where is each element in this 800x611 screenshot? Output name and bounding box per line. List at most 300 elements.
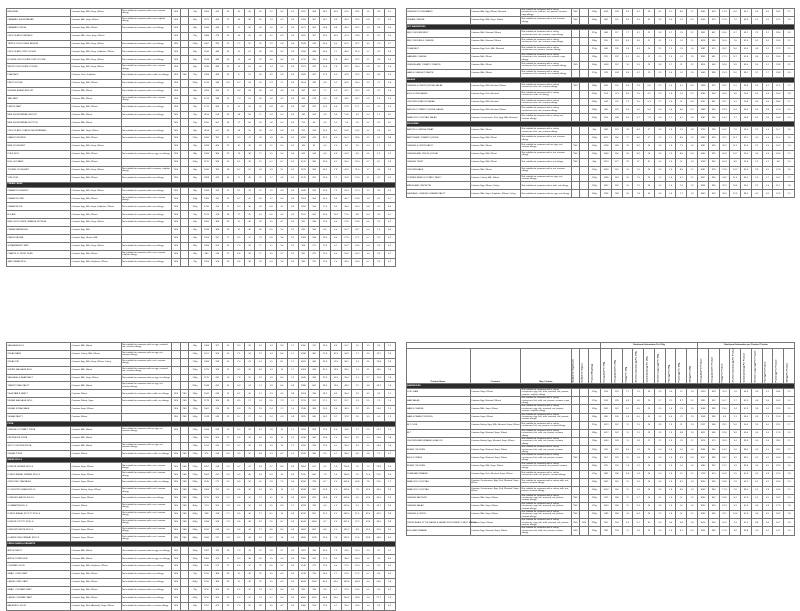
product-name: TUNA MAYONNAISE [406,470,470,478]
nutrient-value: 108 [611,114,622,122]
nutrient-value: 5.0 [373,586,384,594]
vegetarian-flag [571,421,580,429]
nutrient-value: 31 [255,40,266,48]
table-row [7,343,396,351]
nutrient-value: 1645 [298,374,309,382]
nutrient-value: 21 [223,103,234,111]
nutrient-value: 131 [611,98,622,106]
nutrient-value: 0.5 [287,24,298,32]
product-name: FRUIT SCONE [7,80,71,88]
nutrient-value: 0.9 [287,518,298,526]
nutrient-value: 5.2 [330,80,341,88]
nutrient-value: 0.5 [287,48,298,56]
nutrient-value: 959 [601,527,612,535]
table-row [406,62,795,70]
table-row [7,80,396,88]
nutrient-value: 1.4 [762,127,773,135]
nutrient-value: 833 [298,586,309,594]
nutrient-value: 1.8 [373,95,384,103]
nutrient-value: 3.9 [352,434,363,442]
product-name: EGG CUSTARD [7,158,71,166]
nutrient-value: 2.0 [784,494,795,502]
nutrient-value: 10.0 [719,519,730,527]
nutrient-value: 1.0 [687,143,698,151]
nutrient-value: 36.4 [341,390,352,398]
nutrient-value: 333 [309,547,320,555]
header-label: Carbohydrate (g) Per 100g [646,356,649,382]
vegan-flag [180,9,189,17]
nutrient-value: 8.0 [730,9,741,17]
nutrient-value: 45 [244,571,255,579]
nutrient-value: 381 [309,350,320,358]
nutrient-value: 22 [223,143,234,151]
nutrient-value: 30 [255,72,266,80]
nutrient-value: 34 [255,95,266,103]
nutrient-value: 1808 [201,174,212,182]
nutrient-value: 1385 [201,195,212,203]
nutrient-value: 1.5 [665,45,676,53]
nutrient-header [644,349,655,384]
nutrient-value: 35.2 [352,24,363,32]
nutrient-value: 3.6 [762,98,773,106]
vegan-flag [580,17,589,25]
nutrient-value: 275 [298,119,309,127]
nutrient-value: 6.5 [276,571,287,579]
nutrient-value: 1375 [201,366,212,374]
nutrient-value: 29 [223,111,234,119]
nutrient-value: 36 [255,48,266,56]
nutrient-value: 0.4 [287,187,298,195]
nutrient-value: 6.0 [276,143,287,151]
product-weight: 270g [189,471,201,479]
product-name: ROAST CHICKEN [406,462,470,470]
nutrient-value: 12.2 [773,17,784,25]
allergens-may-contain: Not suitable for someone with a milk, nut allergy. [521,182,572,190]
vegan-flag [180,211,189,219]
vegetarian-flag [571,437,580,445]
nutrient-value: 9.9 [730,62,741,70]
nutrient-value: 4.9 [276,174,287,182]
nutrient-value: 1691 [698,143,709,151]
nutrient-value: 339 [708,389,719,397]
allergens-contains: Contains Milk, Wheat [71,426,122,434]
nutrient-value: 1.8 [784,510,795,518]
nutrient-value: 24.3 [741,127,752,135]
allergens-may-contain: Not suitable for someone with an egg, nut allergy. [121,151,172,159]
nutrient-value: 14 [676,38,687,46]
nutrient-value: 36.8 [741,462,752,470]
nutrient-value: 11 [622,421,633,429]
nutrient-value: 496 [601,106,612,114]
nutrient-value: 0.3 [287,127,298,135]
nutrient-value: 1.5 [266,358,277,366]
table-row [7,166,396,174]
nutrient-value: 369 [708,413,719,421]
vegan-flag [580,53,589,61]
allergens-may-contain: Not suitable for someone with a celery, crustacean, fish, nut, sesame, soya allergy. [521,38,572,46]
nutrient-value: 4.0 [762,9,773,17]
nutrient-value: 368 [212,227,223,235]
product-weight: 175g [588,470,600,478]
vegetarian-flag: YES [172,398,181,406]
nutrient-value: 393 [708,182,719,190]
nutrient-value: 25 [244,211,255,219]
nutrient-value: 20 [223,578,234,586]
nutrient-value: 1.8 [384,434,395,442]
nutrient-value: 11 [622,454,633,462]
nutrient-value: 1.6 [633,486,644,494]
nutrient-value: 17 [223,87,234,95]
nutrient-value: 4.3 [384,534,395,542]
allergens-may-contain: Not suitable for someone with a celery, crustacean, fish, milk, nut, peanut, sesame allergy. [521,446,572,454]
nutrient-value: 2854 [298,463,309,471]
nutrient-value: 1.7 [730,397,741,405]
nutrient-value: 0.7 [363,234,374,242]
nutrient-value: 1.8 [665,174,676,182]
nutrient-value: 2.3 [784,413,795,421]
nutrient-value: 370 [708,17,719,25]
product-weight: 150g [189,366,201,374]
nutrient-value: 1.9 [665,454,676,462]
nutrient-value: 138.6 [341,495,352,503]
table-row [7,24,396,32]
nutrient-value: 8.1 [276,358,287,366]
nutrient-value: 7.6 [730,127,741,135]
product-name: 4 FRUITED TEACAKES [7,479,71,487]
product-name: SAUSAGE & BEAN MELT [7,374,71,382]
nutrient-value: 3.0 [751,135,762,143]
nutrient-value: 299 [309,426,320,434]
nutrient-value: 17 [255,151,266,159]
nutrient-value: 3693 [298,495,309,503]
nutrient-value: 1.8 [665,494,676,502]
nutrient-value: 26.6 [341,250,352,258]
vegetarian-flag: YES [172,9,181,17]
nutrient-value: 42.8 [341,72,352,80]
vegan-flag [580,45,589,53]
nutrient-value: 19 [223,227,234,235]
nutrient-value: 33 [244,187,255,195]
nutrient-value: 55 [244,127,255,135]
nutrient-value: 6.1 [276,450,287,458]
nutrient-value: 3206 [298,479,309,487]
nutrient-value: 49 [244,174,255,182]
nutrient-value: 6.6 [233,406,244,414]
nutrient-value: 0.1 [287,227,298,235]
vegetarian-flag [571,405,580,413]
nutrient-value: 42.0 [741,502,752,510]
nutrient-value: 1.2 [363,187,374,195]
nutrient-value: 0.6 [233,526,244,534]
nutrient-value: 4.2 [751,190,762,198]
nutrient-value: 249 [212,463,223,471]
nutrient-value: 34.8 [341,350,352,358]
nutrient-value: 342 [309,434,320,442]
nutrient-value: 9.5 [233,234,244,242]
nutrient-value: 18 [223,398,234,406]
nutrient-value: 19.8 [719,429,730,437]
nutrient-value: 2.7 [276,250,287,258]
nutrient-value: 7.1 [622,389,633,397]
nutrient-value: 12.8 [773,166,784,174]
vegetarian-flag: YES [571,82,580,90]
allergens-may-contain: Not suitable for someone with a nut allergy. [121,103,172,111]
nutrient-value: 1.0 [266,250,277,258]
nutrient-value: 1.9 [665,470,676,478]
nutrient-value: 4.7 [233,442,244,450]
nutrient-value: 1.5 [665,158,676,166]
nutrient-value: 17.5 [341,211,352,219]
nutrient-value: 1113 [309,594,320,602]
nutrient-value: 0.3 [287,586,298,594]
section-title: PIZZA [7,421,396,426]
nutrient-value: 9.6 [676,9,687,17]
nutrient-value: 2.5 [330,518,341,526]
table-row [7,127,396,135]
product-weight: 215g [588,30,600,38]
product-weight: 100g [189,555,201,563]
nutrient-value: 23 [244,358,255,366]
product-weight: 95g [189,250,201,258]
nutrient-value: 1011 [601,478,612,486]
nutrient-value: 1.9 [665,527,676,535]
vegan-flag [580,494,589,502]
nutrient-value: 9.3 [233,203,244,211]
product-name: BACON & CHEESE WRAP [406,127,470,135]
nutrient-value: 1.2 [633,446,644,454]
vegan-flag [580,90,589,98]
vegetarian-flag: YES [172,526,181,534]
vegetarian-flag: YES [172,495,181,503]
nutrient-value: 1285 [698,90,709,98]
product-name: CHEESE SALAD [406,502,470,510]
nutrient-value: 2.2 [363,56,374,64]
nutrient-value: 2.6 [373,242,384,250]
nutrient-value: 220 [611,462,622,470]
nutrient-value: 18.7 [719,98,730,106]
nutrient-value: 39.1 [341,358,352,366]
nutrient-value: 3.1 [762,62,773,70]
nutrient-value: 0.6 [363,151,374,159]
nutrient-value: 38 [244,555,255,563]
nutrient-value: 7.7 [330,571,341,579]
nutrient-value: 4.6 [373,166,384,174]
nutrient-value: 37.0 [341,563,352,571]
table-row [406,527,795,535]
vegan-flag [180,358,189,366]
nutrient-value: 12.0 [320,258,331,266]
nutrient-value: 17.3 [719,53,730,61]
nutrient-value: 29 [244,242,255,250]
nutrient-value: 3.8 [633,38,644,46]
nutrient-value: 3.1 [654,494,665,502]
nutrient-value: 10 [276,534,287,542]
nutrient-value: 80.0 [320,578,331,586]
nutrient-value: 2.1 [784,437,795,445]
nutrient-value: 6.9 [233,382,244,390]
nutrient-value: 45.2 [741,30,752,38]
nutrient-value: 2.1 [784,98,795,106]
nutrient-value: 3.6 [751,510,762,518]
nutrient-value: 0.8 [363,203,374,211]
nutrient-value: 1.8 [384,382,395,390]
nutrient-value: 9.9 [330,16,341,24]
nutrient-value: 12 [676,389,687,397]
nutrient-value: 1.3 [363,24,374,32]
nutrient-value: 640 [309,471,320,479]
nutrient-value: 436 [708,429,719,437]
product-weight: 165g [588,446,600,454]
nutrient-value: 1.4 [633,470,644,478]
nutrient-value: 54.0 [341,80,352,88]
allergens-contains: Contains Egg, Milk, Soya, Wheat [71,187,122,195]
product-weight: 100g [189,203,201,211]
nutrient-value: 998 [201,510,212,518]
nutrient-value: 11 [622,527,633,535]
nutrient-value: 35.0 [341,374,352,382]
nutrient-value: 2.9 [730,478,741,486]
nutrient-value: 3508 [298,487,309,495]
nutrient-value: 1.6 [665,69,676,77]
allergens-may-contain: Not suitable for someone with a nut, sesame allergy. [121,463,172,471]
nutrient-value: 41 [255,16,266,24]
nutrient-value: 306 [212,398,223,406]
nutrient-value: 0.8 [363,16,374,24]
vegan-flag [180,151,189,159]
allergens-may-contain: Not suitable for someone with a celery, crustacean, egg, fish, mustard, nut, peanut, sesame allergy. [521,510,572,518]
nutrient-value: 8.6 [320,227,331,235]
nutrient-value: 10.5 [352,586,363,594]
nutrient-value: 4.2 [266,495,277,503]
nutrient-value: 8.8 [676,135,687,143]
product-name: CHEESE & ONION QUICHE SALAD [406,82,470,90]
nutrient-value: 1.9 [330,463,341,471]
nutrient-value: 11.9 [320,242,331,250]
table-row [406,494,795,502]
allergens-contains: Contains Milk, Wheat [71,442,122,450]
nutrient-value: 195 [611,397,622,405]
nutrient-value: 7.0 [233,95,244,103]
nutrient-value: 2.0 [784,106,795,114]
allergens-contains: Contains Egg, Milk, Wheat [71,594,122,602]
product-weight: 160g [588,17,600,25]
nutrient-value: 1673 [201,95,212,103]
nutrient-value: 440 [212,24,223,32]
table-row [7,406,396,414]
nutrient-value: 1391 [698,397,709,405]
vegan-flag [180,547,189,555]
nutrient-value: 27.0 [373,471,384,479]
nutrient-value: 7.2 [622,98,633,106]
table-row [7,495,396,503]
nutrient-value: 281 [309,174,320,182]
allergens-may-contain: Not suitable for someone with a celery, crustacean, fish, mustard, nut, sesame allergy. [521,69,572,77]
nutrient-value: 218 [611,38,622,46]
nutrient-value: 8.4 [730,106,741,114]
nutrient-value: 4.5 [266,72,277,80]
vegan-flag [180,555,189,563]
allergens-contains: Contains Egg, Milk, Soya, Wheat [71,64,122,72]
nutrient-value: 10.5 [741,90,752,98]
nutrient-value: 1.1 [363,174,374,182]
nutrient-value: 5.1 [751,494,762,502]
allergens-contains: Contains Soya, Wheat [470,389,521,397]
nutrient-value: 2.1 [784,486,795,494]
product-name: BLT [406,429,470,437]
nutrient-value: 219 [309,95,320,103]
nutrient-value: 22.1 [741,135,752,143]
nutrient-value: 351 [309,72,320,80]
nutrient-value: 0.1 [384,127,395,135]
nutrient-value: 2.7 [266,463,277,471]
nutrient-value: 37 [255,56,266,64]
nutrient-value: 4.6 [276,135,287,143]
nutrient-value: 236 [212,510,223,518]
nutrient-value: 1.5 [255,406,266,414]
vegetarian-flag: YES [172,32,181,40]
nutrient-value: 13.8 [330,382,341,390]
product-weight: 65g [189,174,201,182]
nutrition-table [6,342,396,611]
nutrient-value: 1061 [201,406,212,414]
vegetarian-flag: YES [172,426,181,434]
nutrient-value: 292 [309,64,320,72]
nutrient-value: 1360 [298,555,309,563]
nutrient-value: 431 [298,111,309,119]
product-name: LEMON TART [7,103,71,111]
product-weight: 330g [189,495,201,503]
nutrient-value: 468 [212,72,223,80]
nutrient-value: 1.4 [266,350,277,358]
nutrient-value: 2.3 [363,434,374,442]
nutrient-value: 0.2 [384,72,395,80]
allergens-contains: Contains Egg, Milk, Wheat [71,586,122,594]
vegetarian-flag: YES [172,211,181,219]
vegan-flag: YES [180,518,189,526]
table-row [7,414,396,422]
nutrient-value: 55.1 [741,9,752,17]
nutrient-value: 7.5 [233,40,244,48]
nutrient-value: 0.3 [287,158,298,166]
nutrient-value: 2.5 [330,479,341,487]
nutrient-value: 254 [212,406,223,414]
nutrient-value: 1.1 [665,135,676,143]
vegan-flag [580,158,589,166]
product-name: SAUSAGE, CHEESE & BEANS PASTY [406,190,470,198]
allergens-may-contain: Not suitable for someone with a nut, sesame allergy. [121,487,172,495]
nutrient-value: 27.5 [341,103,352,111]
nutrient-value: 3.0 [654,62,665,70]
nutrient-value: 3.9 [233,450,244,458]
nutrient-value: 12 [233,227,244,235]
nutrient-value: 8.4 [320,502,331,510]
allergens-contains: Contains Egg, Milk, Wheat [71,250,122,258]
nutrient-value: 5.4 [622,519,633,527]
vegetarian-flag [571,429,580,437]
nutrient-value: 199 [309,586,320,594]
nutrient-value: 2.9 [352,390,363,398]
nutrient-value: 57 [244,72,255,80]
nutrient-value: 10.3 [330,350,341,358]
allergens-may-contain: Not suitable for someone with a nut, sesame allergy. [121,64,172,72]
nutrient-value: 0.6 [633,413,644,421]
vegetarian-flag: YES [172,127,181,135]
nutrient-value: 9.6 [622,45,633,53]
nutrient-value: 3.1 [276,203,287,211]
product-weight: 60g [189,56,201,64]
nutrient-value: 19.8 [352,195,363,203]
nutrient-value: 4.4 [373,72,384,80]
